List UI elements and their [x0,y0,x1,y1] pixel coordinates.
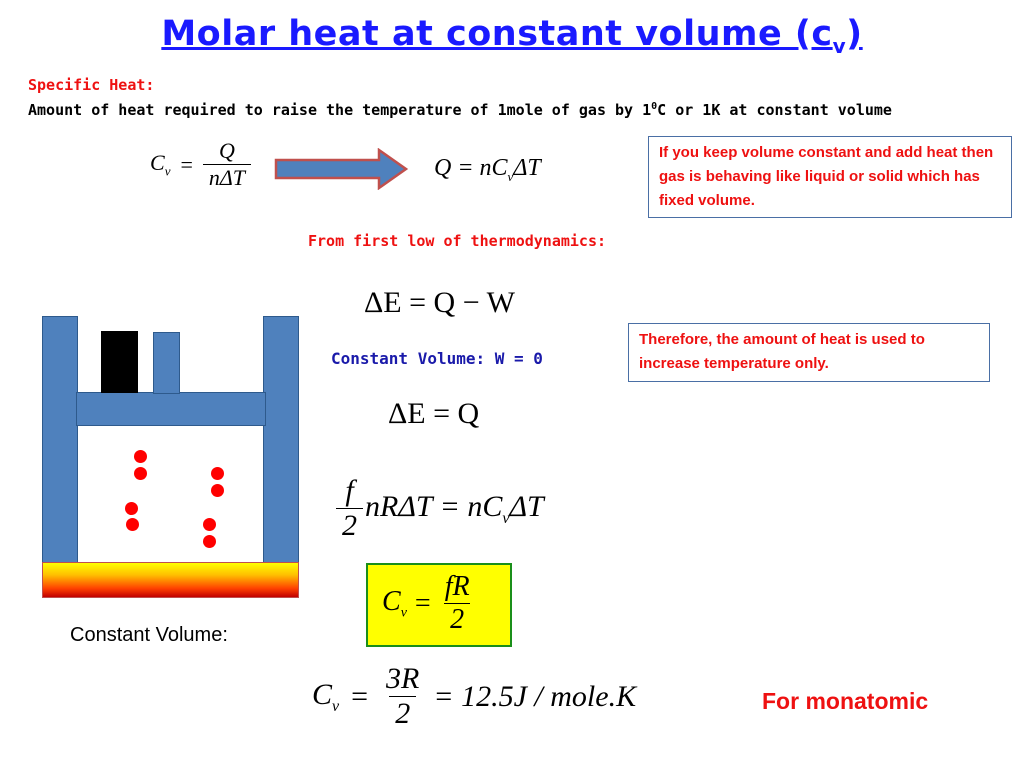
eq2-pre: Q = nC [434,155,508,181]
title-main: Molar heat at constant volume (c [161,14,833,54]
equation-monatomic [312,662,636,731]
gas-molecule [125,502,138,515]
eq7-equals: = [351,679,369,713]
eq7-denominator: 2 [389,696,416,731]
eq5-post: ΔT [509,489,544,523]
specific-heat-label: Specific Heat: [28,76,155,94]
heat-source [42,562,299,598]
gas-molecule [126,518,139,531]
monatomic-label: For monatomic [762,688,929,714]
piston-rod [153,332,180,394]
title-close: ) [846,14,863,54]
note-box-fixed-volume: If you keep volume constant and add heat then gas is behaving like liquid or solid which has fixed volume. [648,136,1012,218]
eq6-numerator: fR [444,571,470,602]
highlighted-result-box [366,563,512,647]
eq6-equals: = [414,587,431,619]
definition-post: C or 1K at constant volume [657,101,892,119]
right-arrow-icon [274,148,409,190]
gas-molecule [203,535,216,548]
gas-molecule [203,518,216,531]
equation-equipartition [336,474,544,543]
eq6-denominator: 2 [444,603,470,636]
eq7-rhs: = 12.5J / mole.K [433,679,637,713]
eq5-numerator: f [345,474,354,507]
cylinder-left-wall [42,316,78,566]
eq6-sub: v [400,605,407,621]
eq2-post: ΔT [513,155,541,181]
piston-plate [76,392,266,426]
note-box-temperature: Therefore, the amount of heat is used to increase temperature only. [628,323,990,382]
specific-heat-definition [28,101,892,119]
constant-volume-work: Constant Volume: W = 0 [331,349,543,368]
gas-molecule [134,450,147,463]
eq7-sub: v [332,697,340,715]
title-subscript: v [832,34,847,58]
eq2-sub: v [507,168,514,184]
eq1-numerator: Q [219,138,235,163]
eq6-lhs: C [382,585,401,617]
eq5-sub: v [502,509,510,527]
eq1-denominator: nΔT [203,164,251,191]
equation-first-law: ΔE = Q − W [364,286,515,319]
page-title [0,14,1024,58]
definition-superscript: 0 [651,101,658,112]
eq5-denominator: 2 [336,508,363,543]
cylinder-right-wall [263,316,299,566]
eq1-lhs: $C_v$ [150,149,171,179]
equation-cv-definition [150,138,251,191]
eq7-numerator: 3R [386,662,420,695]
eq5-pre: nRΔT = nC [365,489,503,523]
eq1-fraction [203,138,251,191]
equation-energy-heat: ΔE = Q [388,397,480,430]
eq7-fraction [380,662,425,731]
eq7-lhs: C [312,677,333,711]
first-law-label: From first low of thermodynamics: [308,232,607,250]
constant-volume-caption: Constant Volume: [70,624,228,646]
eq5-fraction [336,474,363,543]
gas-molecule [211,467,224,480]
gas-molecule [134,467,147,480]
eq6-fraction [439,571,476,636]
weight-block [101,331,138,393]
eq1-equals: = [180,151,193,177]
equation-heat [434,155,541,185]
equation-cv-result [382,571,476,636]
gas-molecule [211,484,224,497]
definition-pre: Amount of heat required to raise the temperature of 1mole of gas by 1 [28,101,652,119]
